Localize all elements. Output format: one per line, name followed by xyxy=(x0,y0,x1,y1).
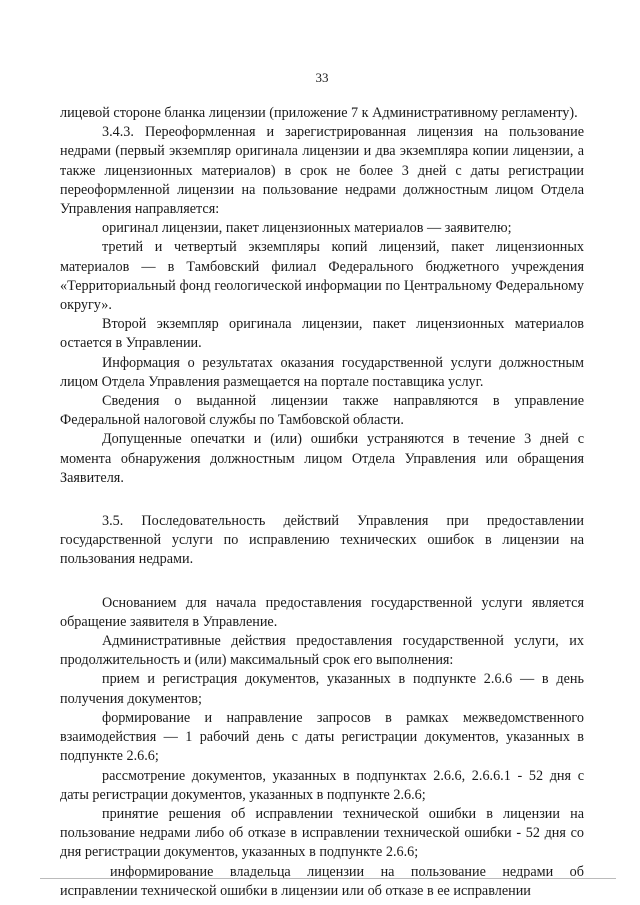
spacer xyxy=(60,488,584,512)
paragraph-grounds: Основанием для начала предоставления государственной услуги является обращение заявителя в Управление. xyxy=(60,594,584,630)
page-bottom-rule xyxy=(40,878,616,879)
spacer xyxy=(60,570,584,594)
section-3-5-heading: 3.5. Последовательность действий Управления при предоставлении государственной услуги по исправлению технических ошибок в лицензии на пользования недрами. xyxy=(60,513,584,568)
paragraph-3-4-3: 3.4.3. Переоформленная и зарегистрированная лицензия на пользование недрами (первый экземпляр оригинала лицензии и два экземпляра копии лицензии, а также лицензионных материалов) в срок не более 3 дней с даты регистрации переоформленной лицензии на пользование недрами должностным лицом Отдела Управления направляется: xyxy=(60,124,584,218)
list-item-informing: информирование владельца лицензии на пользование недрами об исправлении технической ошибки в лицензии или об отказе в ее исправлении xyxy=(60,863,584,899)
list-item-reception: прием и регистрация документов, указанных в подпункте 2.6.6 — в день получения документов; xyxy=(60,671,584,707)
page-number: 33 xyxy=(315,70,329,85)
paragraph-copies-to-fund: третий и четвертый экземпляры копий лицензий, пакет лицензионных материалов — в Тамбовский филиал Федерального бюджетного учреждения «Территориальный фонд геологической информации по Центральному Федеральному округу». xyxy=(60,239,584,314)
paragraph-second-copy: Второй экземпляр оригинала лицензии, пакет лицензионных материалов остается в Управлении. xyxy=(60,316,584,352)
paragraph-portal-info: Информация о результатах оказания государственной услуги должностным лицом Отдела Управления размещается на портале поставщика услуг. xyxy=(60,354,584,390)
document-body xyxy=(60,104,584,901)
list-item-requests: формирование и направление запросов в рамках межведомственного взаимодействия — 1 рабочий день с даты регистрации документов, указанных в подпункте 2.6.6; xyxy=(60,709,584,765)
list-item-decision: принятие решения об исправлении технической ошибки в лицензии на пользование недрами либо об отказе в исправлении технической ошибки - 52 дня со дня регистрации документов, указанных в подпункте 2.6.6; xyxy=(60,805,584,861)
paragraph-tax-service: Сведения о выданной лицензии также направляются в управление Федеральной налоговой службы по Тамбовской области. xyxy=(60,393,584,429)
paragraph-admin-actions: Административные действия предоставления государственной услуги, их продолжительность и (или) максимальный срок его выполнения: xyxy=(60,633,584,669)
paragraph-original-to-applicant: оригинал лицензии, пакет лицензионных материалов — заявителю; xyxy=(102,220,512,237)
paragraph-continuation: лицевой стороне бланка лицензии (приложение 7 к Административному регламенту). xyxy=(60,105,578,121)
list-item-review: рассмотрение документов, указанных в подпунктах 2.6.6, 2.6.6.1 - 52 дня с даты регистрации документов, указанных в подпункте 2.6.6; xyxy=(60,767,584,803)
paragraph-typos: Допущенные опечатки и (или) ошибки устраняются в течение 3 дней с момента обнаружения должностным лицом Отдела Управления или обращения Заявителя. xyxy=(60,431,584,486)
